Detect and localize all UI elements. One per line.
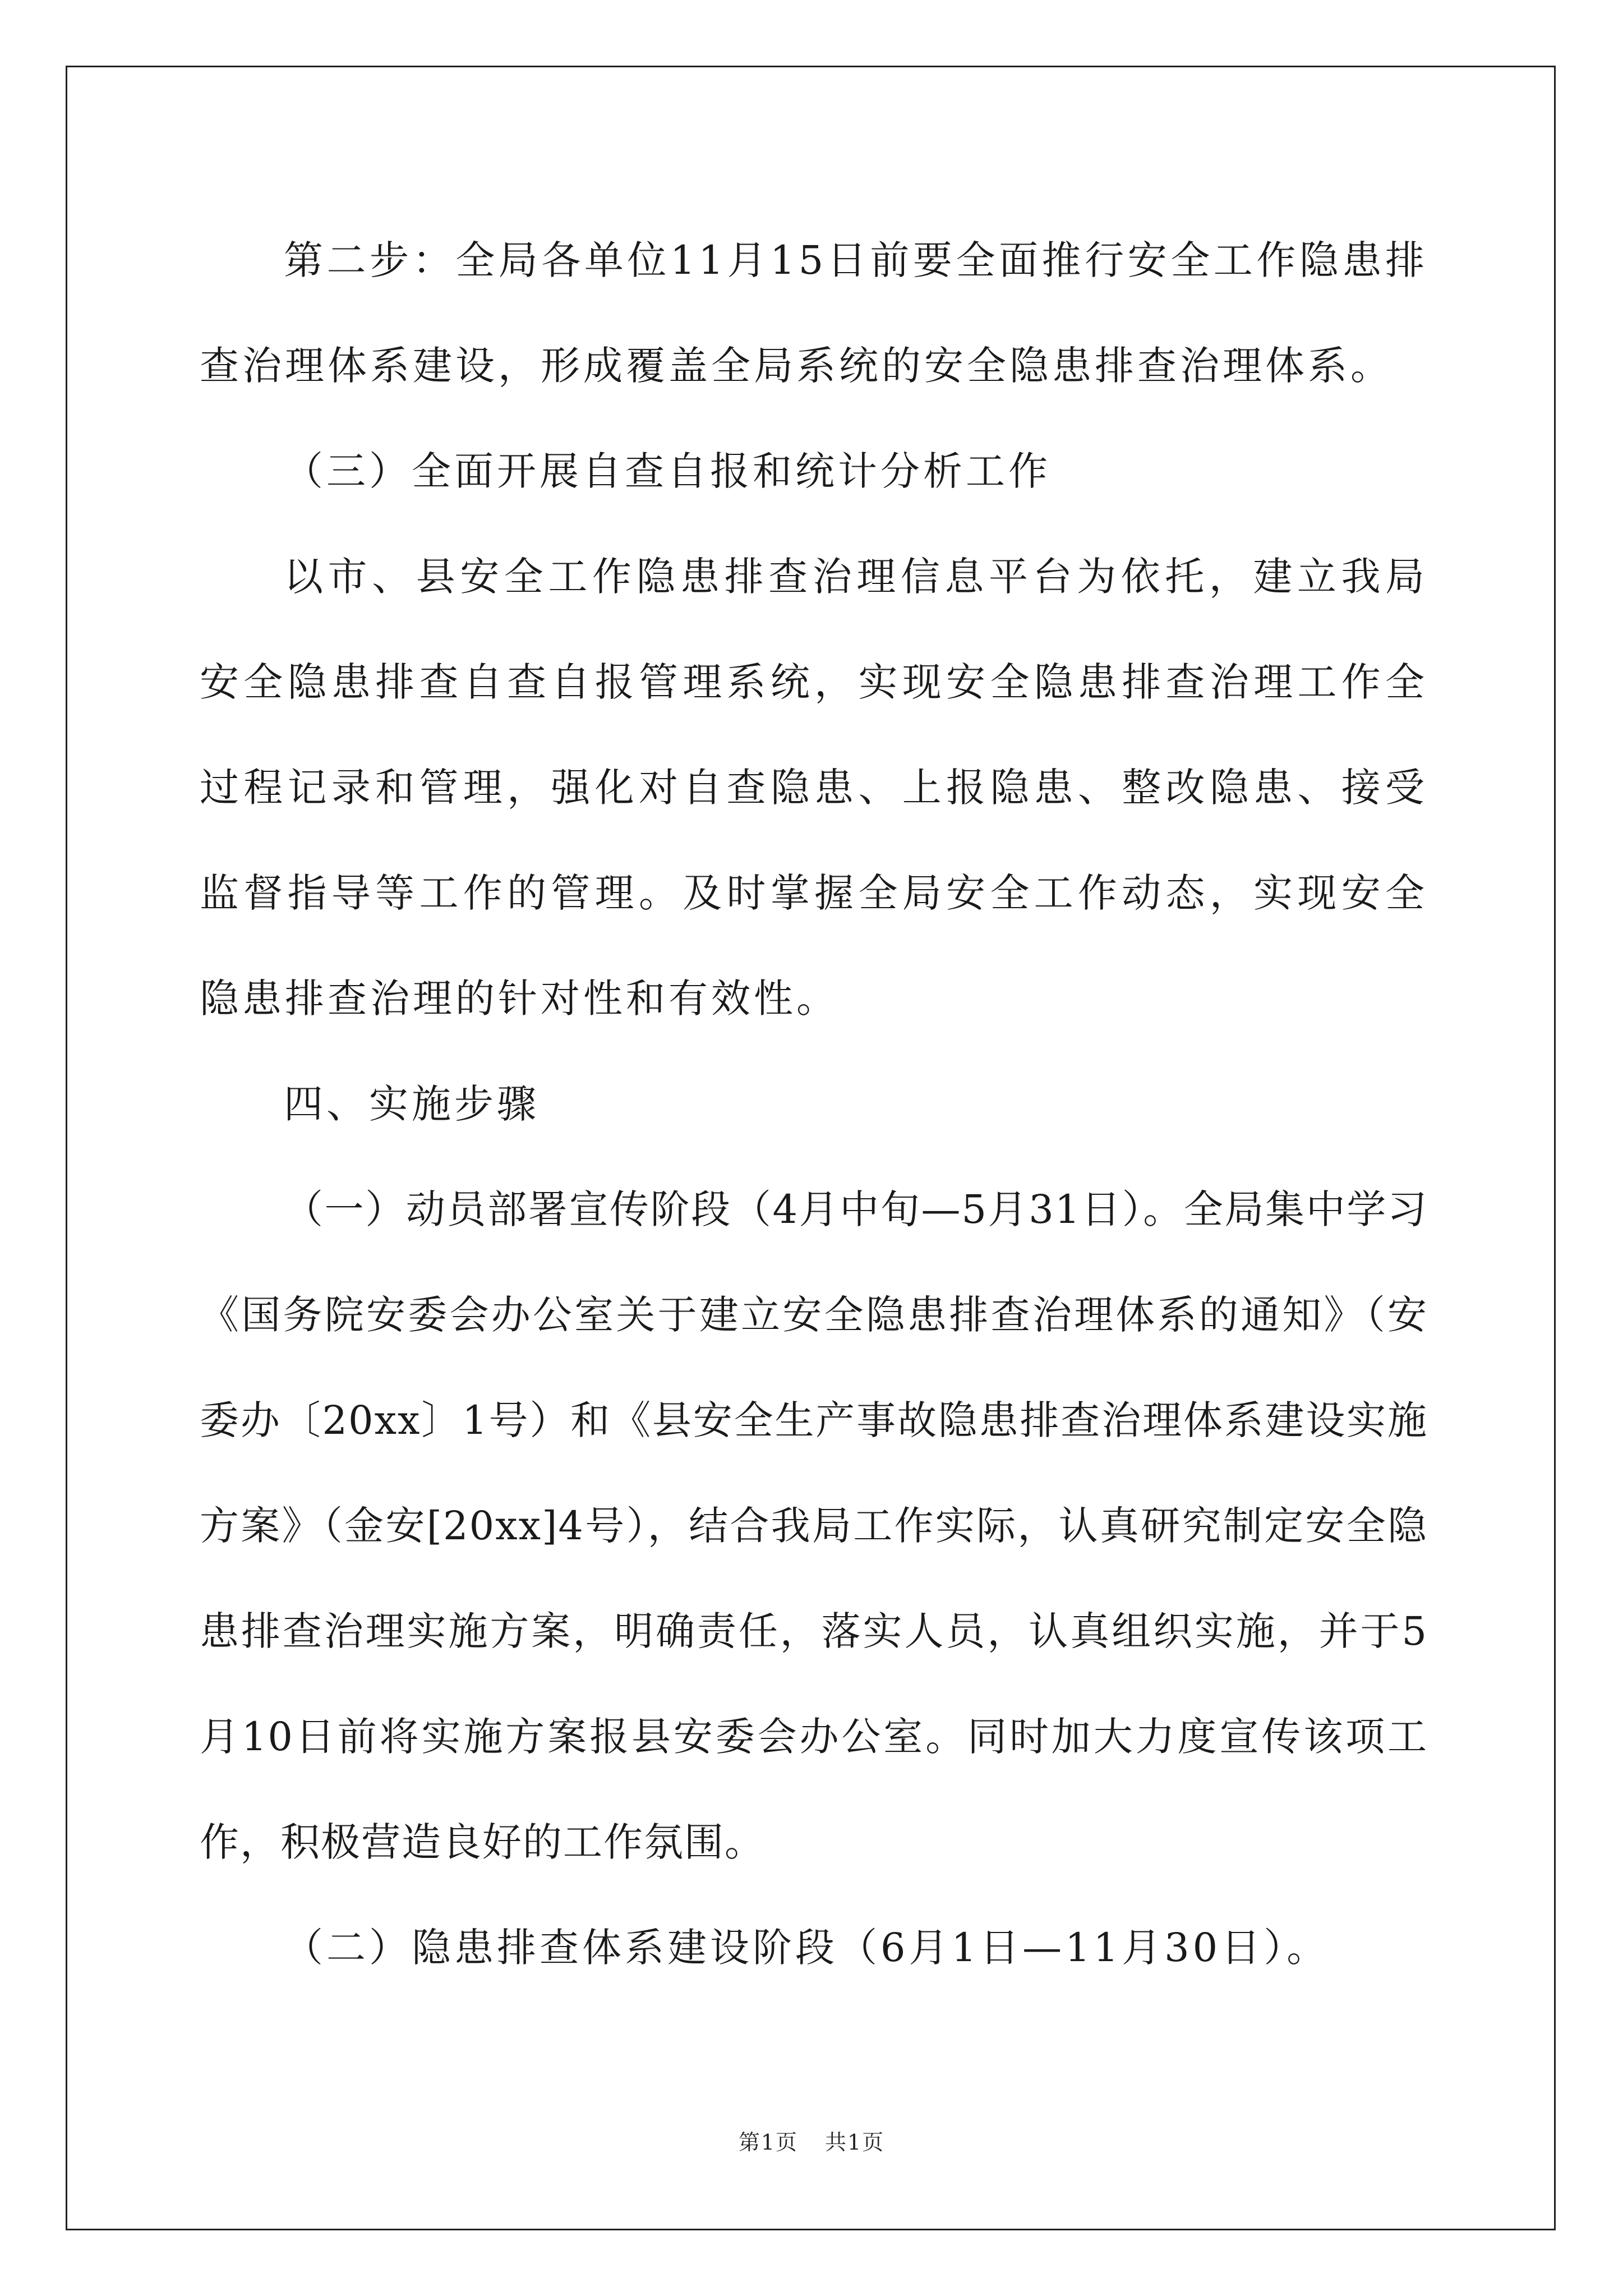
page-footer (0, 2125, 1623, 2156)
paragraph-system-building-stage: （二）隐患排查体系建设阶段（6月1日—11月30日）。 (284, 1925, 1330, 1971)
page-number: 第1页 (738, 2130, 798, 2155)
heading-implementation-steps: 四、实施步骤 (284, 1081, 540, 1127)
paragraph-info-platform: 以市、县安全工作隐患排查治理信息平台为依托，建立我局安全隐患排查自查自报管理系统，实现安全隐患排查治理工作全过程记录和管理，强化对自查隐患、上报隐患、整改隐患、接受监督指导等工作的管理。及时掌握全局安全工作动态，实现安全隐患排查治理的针对性和有效性。 (200, 554, 1428, 1022)
page-total: 共1页 (825, 2130, 885, 2155)
paragraph-mobilization-stage: （一）动员部署宣传阶段（4月中旬—5月31日）。全局集中学习《国务院安委会办公室关于建立安全隐患排查治理体系的通知》（安委办〔20xx〕1号）和《县安全生产事故隐患排查治理体系建设实施方案》（金安[20xx]4号），结合我局工作实际，认真研究制定安全隐患排查治理实施方案，明确责任，落实人员，认真组织实施，并于5月10日前将实施方案报县安委会办公室。同时加大力度宣传该项工作，积极营造良好的工作氛围。 (200, 1186, 1428, 1865)
paragraph-step-two: 第二步：全局各单位11月15日前要全面推行安全工作隐患排查治理体系建设，形成覆盖全局系统的安全隐患排查治理体系。 (200, 237, 1428, 389)
heading-self-inspection: （三）全面开展自查自报和统计分析工作 (284, 448, 1051, 494)
document-body (200, 208, 1428, 2000)
